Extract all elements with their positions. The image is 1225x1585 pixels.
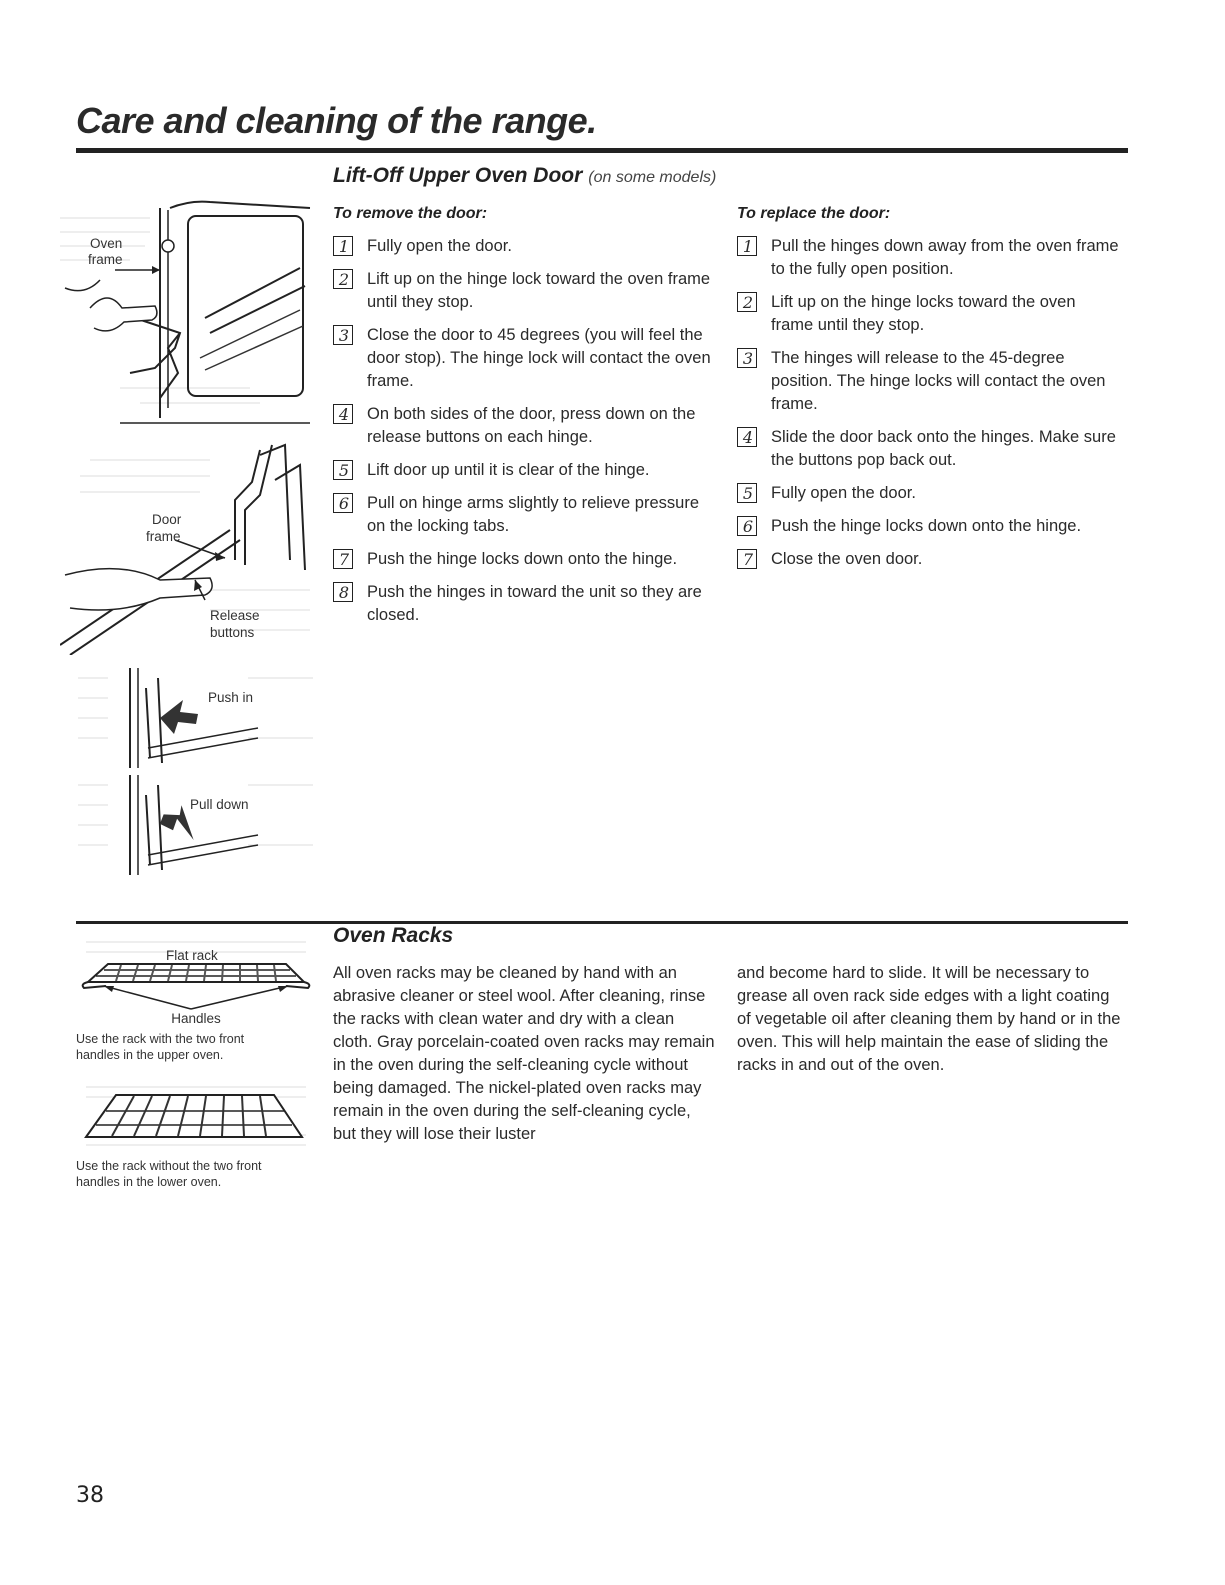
release-buttons-label-2: buttons bbox=[210, 625, 255, 640]
title-rule bbox=[76, 148, 1128, 153]
replace-step bbox=[737, 291, 1122, 337]
remove-steps-list bbox=[333, 235, 718, 627]
step-number: 3 bbox=[737, 348, 757, 368]
lower-rack-figure bbox=[76, 1075, 316, 1155]
step-text: Close the oven door. bbox=[771, 550, 923, 568]
step-number: 7 bbox=[333, 549, 353, 569]
step-text: Lift door up until it is clear of the hinge. bbox=[367, 461, 650, 479]
pull-down-figure bbox=[78, 775, 313, 877]
step-text: Lift up on the hinge lock toward the oven frame until they stop. bbox=[367, 270, 711, 311]
replace-door-column bbox=[737, 205, 1122, 581]
replace-step bbox=[737, 515, 1122, 538]
remove-step bbox=[333, 403, 718, 449]
push-in-label: Push in bbox=[208, 690, 254, 705]
step-text: Slide the door back onto the hinges. Make sure the buttons pop back out. bbox=[771, 428, 1116, 469]
step-number: 1 bbox=[737, 236, 757, 256]
door-section-title: Lift-Off Upper Oven Door bbox=[333, 164, 583, 187]
step-number: 4 bbox=[737, 427, 757, 447]
racks-section-title: Oven Racks bbox=[333, 924, 454, 947]
remove-step bbox=[333, 548, 718, 571]
remove-door-heading: To remove the door: bbox=[333, 205, 488, 222]
step-text: Push the hinge locks down onto the hinge. bbox=[367, 550, 678, 568]
remove-step bbox=[333, 324, 718, 393]
step-number: 6 bbox=[333, 493, 353, 513]
remove-step bbox=[333, 268, 718, 314]
door-section-note: (on some models) bbox=[588, 169, 717, 186]
remove-step bbox=[333, 459, 718, 482]
step-number: 6 bbox=[737, 516, 757, 536]
replace-step bbox=[737, 347, 1122, 416]
oven-frame-label-2: frame bbox=[88, 252, 123, 267]
racks-paragraph-col2: and become hard to slide. It will be necessary to grease all oven rack side edges with a light coating of vegetable oil after cleaning them by hand or in the oven. This will help maintain the ease of sliding the racks in and out of the oven. bbox=[737, 964, 1121, 1074]
section-divider bbox=[76, 921, 1128, 924]
flat-rack-label: Flat rack bbox=[166, 948, 218, 963]
step-number: 5 bbox=[737, 483, 757, 503]
step-number: 7 bbox=[737, 549, 757, 569]
replace-steps-list bbox=[737, 235, 1122, 571]
step-number: 2 bbox=[737, 292, 757, 312]
page-number: 38 bbox=[76, 1483, 104, 1508]
step-text: Fully open the door. bbox=[367, 237, 512, 255]
step-text: Fully open the door. bbox=[771, 484, 916, 502]
oven-frame-label: Oven bbox=[90, 236, 123, 251]
racks-paragraph-col1: All oven racks may be cleaned by hand with an abrasive cleaner or steel wool. After cleaning, rinse the racks with clean water and dry with a clean cloth. Gray porcelain-coated oven racks may remain in the oven during the self-cleaning cycle without being damaged. The nickel-plated oven racks may remain in the oven during the self-cleaning cycle, but they will lose their luster bbox=[333, 964, 715, 1143]
release-buttons-label: Release bbox=[210, 608, 260, 623]
remove-step bbox=[333, 492, 718, 538]
step-text: Push the hinges in toward the unit so they are closed. bbox=[367, 583, 702, 624]
replace-step bbox=[737, 482, 1122, 505]
push-in-figure bbox=[78, 668, 313, 770]
page-title: Care and cleaning of the range. bbox=[76, 100, 597, 141]
door-frame-label: Door bbox=[152, 512, 182, 527]
release-buttons-figure bbox=[60, 440, 315, 655]
step-number: 1 bbox=[333, 236, 353, 256]
step-number: 5 bbox=[333, 460, 353, 480]
oven-frame-figure bbox=[60, 198, 315, 428]
handles-label: Handles bbox=[171, 1011, 221, 1026]
upper-rack-caption: Use the rack with the two front handles in the upper oven. bbox=[76, 1032, 245, 1062]
door-frame-label-2: frame bbox=[146, 529, 181, 544]
door-section-header bbox=[333, 164, 716, 188]
flat-rack-figure bbox=[76, 934, 316, 1019]
step-text: Push the hinge locks down onto the hinge. bbox=[771, 517, 1082, 535]
lower-rack-caption: Use the rack without the two front handles in the lower oven. bbox=[76, 1159, 262, 1189]
step-text: Pull on hinge arms slightly to relieve pressure on the locking tabs. bbox=[367, 494, 699, 535]
remove-step bbox=[333, 581, 718, 627]
replace-step bbox=[737, 426, 1122, 472]
step-text: The hinges will release to the 45-degree position. The hinge locks will contact the oven frame. bbox=[771, 349, 1106, 413]
remove-step bbox=[333, 235, 718, 258]
replace-step bbox=[737, 235, 1122, 281]
pull-down-label: Pull down bbox=[190, 797, 249, 812]
step-number: 8 bbox=[333, 582, 353, 602]
step-number: 2 bbox=[333, 269, 353, 289]
replace-door-heading: To replace the door: bbox=[737, 205, 891, 222]
replace-step bbox=[737, 548, 1122, 571]
remove-door-column bbox=[333, 205, 718, 637]
step-text: Lift up on the hinge locks toward the oven frame until they stop. bbox=[771, 293, 1076, 334]
step-number: 3 bbox=[333, 325, 353, 345]
step-text: Pull the hinges down away from the oven frame to the fully open position. bbox=[771, 237, 1119, 278]
step-text: Close the door to 45 degrees (you will feel the door stop). The hinge lock will contact the oven frame. bbox=[367, 326, 711, 390]
step-number: 4 bbox=[333, 404, 353, 424]
step-text: On both sides of the door, press down on the release buttons on each hinge. bbox=[367, 405, 696, 446]
